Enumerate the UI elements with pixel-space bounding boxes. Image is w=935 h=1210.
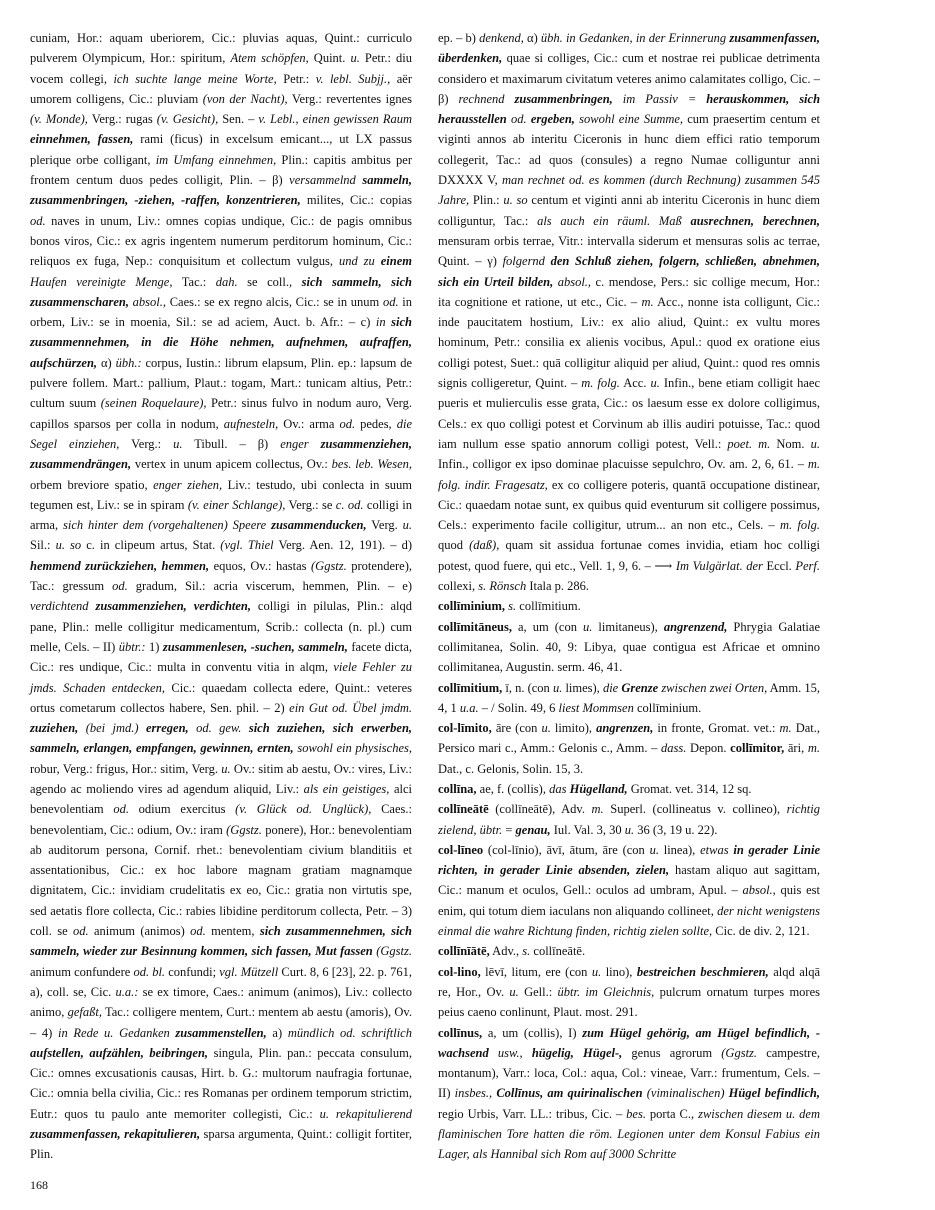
page-number: 168 [30, 1178, 48, 1192]
right-column-paragraph: col-lino, lēvī, litum, ere (con u. lino), bestreichen beschmieren, alqd alqā re, Hor., Ov. u. Gell.: übtr. im Gleichnis, pulcrum ornatum turpes mores peius caeno conlinunt, Plaut. most. 291. [438, 964, 821, 1020]
left-column [30, 28, 412, 1165]
right-column-paragraph: ep. – b) denkend, α) übh. in Gedanken, in der Erinnerung zusammenfassen, überdenken, quae si colliges, Cic.: cum et nostrae rei publicae detrimenta considero et maximarum civitatum veteres animo calamitates colligo, Cic. – β) rechnend zusammenbringen, im Passiv = herauskommen, sich herausstellen od. ergeben, sowohl eine Summe, cum praesertim centum et viginti annos ab interitu Ciceronis in hunc diem effici ratio temporum collegerit, Tac.: ad quos (consules) a regno Numae colliguntur anni DXXXX V, man rechnet od. es kommen (durch Rechnung) zusammen 545 Jahre, Plin.: u. so centum et viginti anni ab interitu Ciceronis in hunc diem colliguntur, Tac.: als auch ein räuml. Maß ausrechnen, berechnen, mensuram orbis terrae, Vitr.: intervalla siderum et mensuras solis ac terrae, Quint. – γ) folgernd den Schluß ziehen, folgern, schließen, abnehmen, sich ein Urteil bilden, absol., c. mendose, Pers.: sic collige mecum, Hor.: ita cognitione et ratione, ut etc., Cic. – m. Acc., nonne ista colligunt, Cic.: inde paucitatem hostium, Liv.: ex alio aliud, Quint.: ex vultu mores hominum, Petr.: consilia ex alienis vocibus, Apul.: quod ex oratione eius colligi potest, Suet.: quā colligitur aliquid per aliud, Quint.: quod res omnis signis colligeretur, Quint. – m. folg. Acc. u. Infin., bene etiam colligit haec pueris et mulierculis esse grata, Cic.: os laesum esse ex dolore colligimus, Cels.: ex quo colligi potest et Corvinum ab illis audiri potuisse, Tac.: quod iam nullum esse spatio annorum colligi potest, Vell.: poet. m. Nom. u. Infin., colligor ex ipso dominae placuisse sepulchro, Ov. am. 2, 6, 61. – m. folg. indir. Fragesatz, ex co colligere poteris, quantā occupatione distinear, Cic.: quaedam notae sunt, ex quibus quid eventurum sit colligere possimus, Cels.: experimento facile colligitur, utrum... an non etc., Cels. – m. folg. quod (daß), quam sit assidua fortunae comes invidia, etiam hoc colligi potest, quod fuere, qui etc., Vell. 1, 9, 6. – ⟶ Im Vulgärlat. der Eccl. Perf. collexi, s. Rönsch Itala p. 286. [438, 31, 821, 594]
right-column-paragraph: collīneātē (collīneātē), Adv. m. Superl. (collineatus v. collineo), richtig zielend, übtr. = genau, Iul. Val. 3, 30 u. 36 (3, 19 u. 22). [438, 802, 820, 837]
right-column-paragraph: col-līmito, āre (con u. limito), angrenzen, in fronte, Gromat. vet.: m. Dat., Persico mari c., Amm.: Gelonis c., Amm. – dass. Depon. collīmitor, āri, m. Dat., c. Gelonis, Solin. 15, 3. [438, 721, 821, 776]
right-column [438, 28, 820, 1165]
right-column-paragraph: collīnīātē, Adv., s. collīneātē. [438, 944, 586, 959]
left-column-paragraph: cuniam, Hor.: aquam uberiorem, Cic.: pluvias aquas, Quint.: curriculo pulverem Olympicum, Hor.: spiritum, Atem schöpfen, Quint. u. Petr.: diu vocem collegi, ich suchte lange meine Worte, Petr.: v. lebl. Subjj., aër umorem colligens, Cic.: pluviam (von der Nacht), Verg.: revertentes ignes (v. Monde), Verg.: rugas (v. Gesicht), Sen. – v. Lebl., einen gewissen Raum einnehmen, fassen, rami (ficus) in excelsum emicant..., ut LX passus plerique orbe colligant, im Umfang einnehmen, Plin.: capitis ambitus per frontem centum duos pedes colligit, Plin. – β) versammelnd sammeln, zusammenbringen, -ziehen, -raffen, konzentrieren, milites, Cic.: copias od. naves in unum, Liv.: omnes copias undique, Cic.: de pagis omnibus bonos viros, Cic.: ex agris ingentem numerum perditorum hominum, Cic.: reliquos ex fuga, Nep.: conquisitum et collectum vulgus, und zu einem Haufen vereinigte Menge, Tac.: dah. se coll., sich sammeln, sich zusammenscharen, absol., Caes.: se ex regno alcis, Cic.: se in unum od. in orbem, Liv.: se in moenia, Sil.: se ad aciem, Auct. b. Afr.: – c) in sich zusammennehmen, in die Höhe nehmen, aufnehmen, aufraffen, aufschürzen, α) übh.: corpus, Iustin.: librum elapsum, Plin. ep.: lapsum de pulvere follem. Mart.: pallium, Plaut.: togam, Mart.: tunicam altius, Petr.: cultum suum (seinen Roquelaure), Petr.: sinus fulvo in nodum auro, Verg. capillos sparsos per colla in nodum, aufnesteln, Ov.: arma od. pedes, die Segel einziehen, Verg.: u. Tibull. – β) enger zusammenziehen, zusammendrängen, vertex in unum apicem collectus, Ov.: bes. leb. Wesen, orbem breviore spatio, enger ziehen, Liv.: testudo, ubi conlecta in suum tegumen est, Liv.: se in spiram (v. einer Schlange), Verg.: se c. od. colligi in arma, sich hinter dem (vorgehaltenen) Speere zusammenducken, Verg. u. Sil.: u. so c. in clipeum artus, Stat. (vgl. Thiel Verg. Aen. 12, 191). – d) hemmend zurückziehen, hemmen, equos, Ov.: hastas (Ggstz. protendere), Tac.: gressum od. gradum, Sil.: acria viscerum, hemmen, Plin. – e) verdichtend zusammenziehen, verdichten, colligi in pilulas, Plin.: alqd pane, Plin.: melle colligitur medicamentum, Scrib.: collecta (n. pl.) cum melle, Cels. – II) übtr.: 1) zusammenlesen, -suchen, sammeln, facete dicta, Cic.: res undique, Cic.: multa in conventu vitia in alqm, viele Fehler zu jmds. Schaden entdecken, Cic.: quaedam collecta edere, Quint.: veteres ortus cometarum collectos habere, Sen. phil. – 2) ein Gut od. Übel jmdm. zuziehen, (bei jmd.) erregen, od. gew. sich zuziehen, sich erwerben, sammeln, erlangen, empfangen, gewinnen, ernten, sowohl ein physisches, robur, Verg.: frigus, Hor.: sitim, Verg. u. Ov.: sitim ab aestu, Ov.: vires, Liv.: agendo ac moliendo vires ad agendum aliquid, Liv.: als ein geistiges, alci benevolentiam od. odium exercitus (v. Glück od. Unglück), Caes.: benevolentiam, Cic.: odium, Ov.: iram (Ggstz. ponere), Hor.: benevolentiam ab auditorum persona, Cornif. rhet.: benevolentiam civium blanditiis et assentationibus, Cic.: ex hoc labore magnam gratiam magnamque dignitatem, Cic.: invidiam crudelitatis ex eo, Cic.: gratia non virtutis spe, sed aetatis flore collecta, Cic.: rabies libidine perditorum collecta, Petr. – 3) coll. se od. animum (animos) od. mentem, sich zusammennehmen, sich sammeln, wieder zur Besinnung kommen, sich fassen, Mut fassen (Ggstz. animum confundere od. bl. confundi; vgl. Mützell Curt. 8, 6 [23], 22. p. 761, a), coll. se, Cic. u.a.: se ex timore, Caes.: animum (animos), Liv.: collecto animo, gefaßt, Tac.: colligere mentem, Curt.: mentem ab aestu (amoris), Ov. – 4) in Rede u. Gedanken zusammenstellen, a) mündlich od. schriftlich aufstellen, aufzählen, beibringen, singula, Plin. pan.: peccata consulum, Cic.: omnes excusationis causas, Hirt. b. G.: multorum naufragia fortunae, Cic.: omnia bella civilia, Cic.: res Romanas per ordinem temporum strictim, Eutr.: quos tu paulo ante memoriter collegisti, Cic.: u. rekapitulierend zusammenfassen, rekapitulieren, sparsa argumenta, Quint.: colligit fortiter, Plin. [30, 31, 413, 1162]
right-column-paragraph: collīmitāneus, a, um (con u. limitaneus), angrenzend, Phrygia Galatiae collimitanea, Solin. 40, 9: Libya, quae contigua est Africae et omnino collimitanea, Augustin. serm. 46, 41. [438, 619, 820, 675]
right-column-paragraph: collīna, ae, f. (collis), das Hügelland, Gromat. vet. 314, 12 sq. [438, 781, 752, 796]
right-column-paragraph: collīmitium, ī, n. (con u. limes), die Grenze zwischen zwei Orten, Amm. 15, 4, 1 u.a. – / Solin. 49, 6 liest Mommsen collīminium. [438, 680, 821, 715]
right-column-paragraph: collīnus, a, um (collis), I) zum Hügel gehörig, am Hügel befindlich, -wachsend usw., hügelig, Hügel-, genus agrorum (Ggstz. campestre, montanum), Varr.: loca, Col.: aqua, Col.: vineae, Varr.: frumentum, Cels. – II) insbes., Collīnus, am quirinalischen (viminalischen) Hügel befindlich, regio Urbis, Varr. LL.: tribus, Cic. – bes. porta C., zwischen diesem u. dem flaminischen Tore hatten die röm. Legionen unter dem Konsul Fabius ein Lager, als Hannibal sich Rom auf 3000 Schritte [438, 1025, 821, 1162]
right-column-paragraph: collīminium, s. collīmitium. [438, 599, 581, 614]
right-column-paragraph: col-līneo (col-līnio), āvī, ātum, āre (con u. linea), etwas in gerader Linie richten, in gerader Linie absenden, zielen, hastam aliquo aut sagittam, Cic.: manum et oculos, Gell.: oculos ad umbram, Apul. – absol., quis est enim, qui totum diem iaculans non aliquando collineet, der nicht wenigstens einmal die wahre Richtung finden, richtig zielen sollte, Cic. de div. 2, 121. [438, 842, 820, 939]
